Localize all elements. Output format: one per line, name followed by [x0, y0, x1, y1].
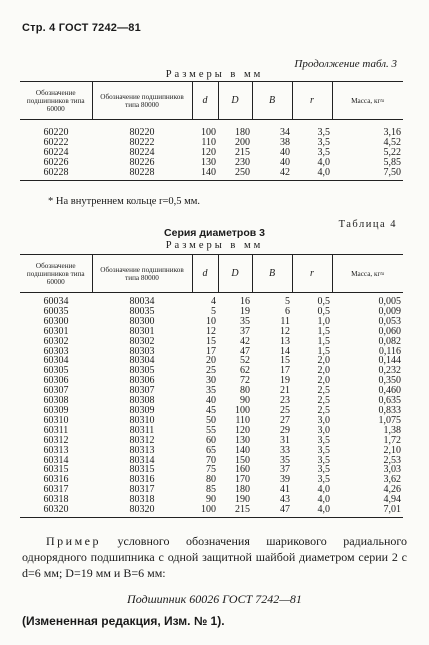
table-cell: 62 [240, 365, 250, 377]
table-cell: 3,03 [383, 464, 401, 476]
table-cell: 17 [206, 345, 216, 357]
table-cell: 150 [235, 454, 250, 466]
table-cell: 0,009 [378, 305, 401, 317]
table-cell: 35 [206, 385, 216, 397]
bearing-table-4 [20, 254, 403, 518]
table-cell: 2,0 [317, 355, 330, 367]
table-cell: 80302 [129, 335, 155, 347]
table-cell: 0,460 [378, 385, 401, 397]
table-cell: 100 [235, 404, 250, 416]
table-cell: 90 [240, 395, 250, 407]
table-cell: 3,62 [383, 474, 401, 486]
table-cell: 43 [280, 494, 290, 506]
table-cell: 85 [206, 484, 216, 496]
table-cell: 60317 [43, 484, 69, 496]
table-cell: 60300 [43, 315, 69, 327]
table-cell: 16 [240, 296, 250, 307]
table-cell: 15 [280, 355, 290, 367]
page-header: Стр. 4 ГОСТ 7242—81 [22, 22, 141, 34]
col-header-r: r [292, 255, 332, 293]
table-cell: 80300 [129, 315, 155, 327]
table-cell: 2,5 [317, 404, 330, 416]
table-cell: 52 [240, 355, 250, 367]
example-lead: Пример [46, 534, 102, 548]
table-cell: 3,16 [383, 127, 401, 138]
table-cell: 1,5 [317, 325, 330, 337]
table-cell: 1,5 [317, 335, 330, 347]
table-cell: 0,082 [378, 335, 401, 347]
sizes-label: Размеры в мм [165, 69, 264, 80]
table-cell: 42 [280, 166, 290, 178]
table-cell: 19 [280, 375, 290, 387]
table-cell: 0,005 [378, 296, 401, 307]
table-cell: 1,72 [383, 434, 401, 446]
table-cell: 4,0 [317, 494, 330, 506]
table-cell: 110 [235, 414, 250, 426]
table-cell: 3,5 [317, 454, 330, 466]
table-cell: 80308 [129, 395, 155, 407]
table-cell: 160 [235, 464, 250, 476]
table-cell: 38 [280, 136, 290, 148]
table-cell: 60035 [43, 305, 69, 317]
table-cell: 40 [280, 146, 290, 158]
col-header-mass: Масса, кг≈ [332, 82, 403, 120]
col-header-D: D [218, 255, 252, 293]
table-cell: 50 [206, 414, 216, 426]
table-cell: 39 [280, 474, 290, 486]
table-cell: 55 [206, 424, 216, 436]
table-cell: 17 [280, 365, 290, 377]
table-cell: 33 [280, 444, 290, 456]
table-note: * На внутреннем кольце r=0,5 мм. [48, 196, 201, 207]
col-header-type-60000: Обозначение подшипников типа 60000 [26, 261, 85, 286]
table-cell: 2,5 [317, 385, 330, 397]
table-cell: 180 [235, 484, 250, 496]
col-header-type-80000: Обозначение подшипников типа 80000 [92, 82, 192, 120]
table-cell: 5,22 [383, 146, 401, 158]
table-cell: 180 [235, 127, 250, 138]
col-header-d: d [192, 255, 218, 293]
table-cell: 60308 [43, 395, 69, 407]
table-cell: 90 [206, 494, 216, 506]
table-cell: 60 [206, 434, 216, 446]
table-cell: 80220 [129, 127, 155, 138]
designation-formula: Подшипник 60026 ГОСТ 7242—81 [127, 592, 302, 606]
table-cell: 4,52 [383, 136, 401, 148]
table-cell: 60222 [43, 136, 69, 148]
table-cell: 4,26 [383, 484, 401, 496]
table-cell: 60309 [43, 404, 69, 416]
table-cell: 60302 [43, 335, 69, 347]
table-cell: 42 [240, 335, 250, 347]
table-cell: 19 [240, 305, 250, 317]
table-cell: 29 [280, 424, 290, 436]
table-cell: 5 [285, 296, 290, 307]
table-cell: 21 [280, 385, 290, 397]
sizes-label-2: Размеры в мм [165, 240, 264, 251]
table-cell: 3,0 [317, 414, 330, 426]
table-cell: 41 [280, 484, 290, 496]
table-cell: 140 [235, 444, 250, 456]
table-cell: 60310 [43, 414, 69, 426]
table-cell: 80305 [129, 365, 155, 377]
table-cell: 23 [280, 395, 290, 407]
table-cell: 4,0 [317, 156, 330, 168]
table-cell: 60314 [43, 454, 69, 466]
table-cell: 60226 [43, 156, 69, 168]
table-cell: 70 [206, 454, 216, 466]
table-cell: 80306 [129, 375, 155, 387]
table-cell: 120 [201, 146, 216, 158]
col-header-D: D [218, 82, 252, 120]
table-cell: 75 [206, 464, 216, 476]
table-cell: 3,5 [317, 474, 330, 486]
table-cell: 250 [235, 166, 250, 178]
table-cell: 3,5 [317, 434, 330, 446]
table-cell: 3,5 [317, 146, 330, 158]
table-cell: 31 [280, 434, 290, 446]
table-cell: 7,50 [383, 166, 401, 178]
table-cell: 80320 [129, 504, 155, 516]
table-cell: 60311 [43, 424, 69, 436]
table-cell: 12 [206, 325, 216, 337]
table-cell: 80313 [129, 444, 155, 456]
series-title: Серия диаметров 3 [164, 227, 265, 239]
table-cell: 80315 [129, 464, 155, 476]
table-cell: 34 [280, 127, 290, 138]
table-cell: 60313 [43, 444, 69, 456]
table-cell: 80226 [129, 156, 155, 168]
table-cell: 110 [201, 136, 216, 148]
table-cell: 4,94 [383, 494, 401, 506]
table-cell: 1,5 [317, 345, 330, 357]
col-header-B: B [252, 82, 292, 120]
table-cell: 7,01 [383, 504, 401, 516]
table-cell: 1,0 [317, 315, 330, 327]
table-cell: 120 [235, 424, 250, 436]
table-cell: 40 [280, 156, 290, 168]
table-cell: 190 [235, 494, 250, 506]
table-row [20, 120, 403, 138]
table-cell: 2,10 [383, 444, 401, 456]
table-cell: 80316 [129, 474, 155, 486]
table-cell: 0,144 [378, 355, 401, 367]
table-cell: 3,5 [317, 127, 330, 138]
table-cell: 4,0 [317, 166, 330, 178]
col-header-type-80000: Обозначение подшипников типа 80000 [92, 255, 192, 293]
table-cell: 30 [206, 375, 216, 387]
table-cell: 20 [206, 355, 216, 367]
table-cell: 2,53 [383, 454, 401, 466]
table-cell: 60316 [43, 474, 69, 486]
table-cell: 60320 [43, 504, 69, 516]
table-cell: 60034 [43, 296, 69, 307]
table-cell: 3,5 [317, 464, 330, 476]
table-cell: 3,5 [317, 444, 330, 456]
table-cell: 1,075 [378, 414, 401, 426]
table-cell: 80317 [129, 484, 155, 496]
table-cell: 170 [235, 474, 250, 486]
table-cell: 80224 [129, 146, 155, 158]
continuation-label: Продолжение табл. 3 [294, 58, 397, 70]
table-cell: 60301 [43, 325, 69, 337]
designation-example [22, 533, 407, 581]
table-cell: 80301 [129, 325, 155, 337]
bearing-table-3 [20, 81, 403, 181]
table-cell: 2,0 [317, 375, 330, 387]
table-cell: 80222 [129, 136, 155, 148]
table-cell: 80310 [129, 414, 155, 426]
table-cell: 80318 [129, 494, 155, 506]
col-header-mass: Масса, кг≈ [332, 255, 403, 293]
example-text: условного обозначения шарикового радиального однорядного подшипника с одной защитной шайбой диаметром серии 2 с d=6 мм; D=19 мм и B=6 мм: [22, 534, 407, 580]
table-row [20, 446, 403, 456]
table-cell: 60305 [43, 365, 69, 377]
table-cell: 12 [280, 325, 290, 337]
col-header-type-60000: Обозначение подшипников типа 60000 [26, 88, 85, 113]
table-cell: 13 [280, 335, 290, 347]
table-cell: 130 [201, 156, 216, 168]
table-cell: 60228 [43, 166, 69, 178]
table-cell: 60318 [43, 494, 69, 506]
table-cell: 65 [206, 444, 216, 456]
table-cell: 72 [240, 375, 250, 387]
col-header-d: d [192, 82, 218, 120]
table-cell: 80307 [129, 385, 155, 397]
table-cell: 100 [201, 127, 216, 138]
table-cell: 47 [240, 345, 250, 357]
table-cell: 4,0 [317, 484, 330, 496]
table-cell: 10 [206, 315, 216, 327]
table-cell: 37 [240, 325, 250, 337]
table-number: Таблица 4 [338, 219, 397, 230]
table-cell: 45 [206, 404, 216, 416]
table-cell: 0,5 [317, 296, 330, 307]
table-cell: 3,0 [317, 424, 330, 436]
col-header-r: r [292, 82, 332, 120]
table-cell: 60304 [43, 355, 69, 367]
table-cell: 35 [240, 315, 250, 327]
table-row [20, 168, 403, 180]
table-cell: 230 [235, 156, 250, 168]
table-cell: 80035 [129, 305, 155, 317]
table-cell: 0,833 [378, 404, 401, 416]
table-cell: 27 [280, 414, 290, 426]
table-cell: 2,5 [317, 395, 330, 407]
table-cell: 80312 [129, 434, 155, 446]
table-cell: 37 [280, 464, 290, 476]
table-row [20, 505, 403, 517]
table-cell: 130 [235, 434, 250, 446]
table-cell: 2,0 [317, 365, 330, 377]
table-cell: 100 [201, 504, 216, 516]
col-header-B: B [252, 255, 292, 293]
table-cell: 80 [206, 474, 216, 486]
table-cell: 80309 [129, 404, 155, 416]
table-cell: 15 [206, 335, 216, 347]
table-cell: 0,060 [378, 325, 401, 337]
table-row [20, 293, 403, 307]
table-cell: 80314 [129, 454, 155, 466]
table-cell: 200 [235, 136, 250, 148]
table-cell: 80 [240, 385, 250, 397]
table-cell: 0,053 [378, 315, 401, 327]
table-cell: 60307 [43, 385, 69, 397]
table-cell: 80228 [129, 166, 155, 178]
table-cell: 80303 [129, 345, 155, 357]
table-cell: 0,116 [378, 345, 401, 357]
table-cell: 0,232 [378, 365, 401, 377]
table-cell: 40 [206, 395, 216, 407]
table-cell: 4,0 [317, 504, 330, 516]
table-cell: 0,635 [378, 395, 401, 407]
table-cell: 5,85 [383, 156, 401, 168]
table-cell: 80304 [129, 355, 155, 367]
table-cell: 60224 [43, 146, 69, 158]
table-cell: 14 [280, 345, 290, 357]
table-cell: 5 [211, 305, 216, 317]
table-cell: 35 [280, 454, 290, 466]
table-cell: 25 [206, 365, 216, 377]
table-cell: 60220 [43, 127, 69, 138]
table-cell: 1,38 [383, 424, 401, 436]
table-cell: 80034 [129, 296, 155, 307]
table-cell: 140 [201, 166, 216, 178]
table-cell: 6 [285, 305, 290, 317]
table-cell: 25 [280, 404, 290, 416]
table-cell: 47 [280, 504, 290, 516]
table-cell: 4 [211, 296, 216, 307]
table-cell: 80311 [129, 424, 155, 436]
table-cell: 60315 [43, 464, 69, 476]
table-cell: 0,350 [378, 375, 401, 387]
table-cell: 60303 [43, 345, 69, 357]
table-cell: 60306 [43, 375, 69, 387]
table-cell: 215 [235, 504, 250, 516]
table-cell: 215 [235, 146, 250, 158]
edition-note: (Измененная редакция, Изм. № 1). [22, 614, 225, 628]
table-cell: 60312 [43, 434, 69, 446]
table-cell: 3,5 [317, 136, 330, 148]
table-cell: 11 [280, 315, 290, 327]
table-cell: 0,5 [317, 305, 330, 317]
